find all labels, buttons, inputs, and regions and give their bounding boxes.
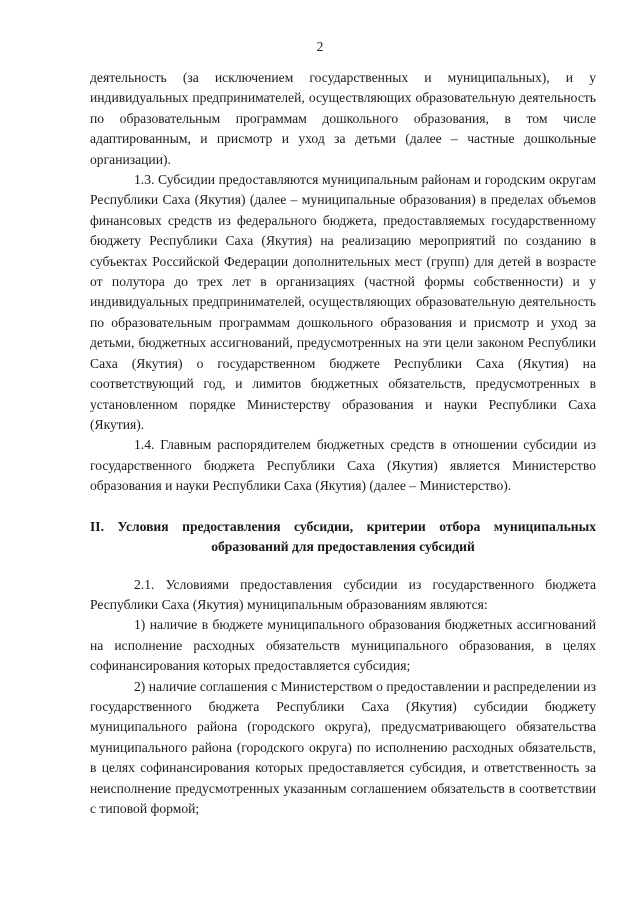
paragraph-1-4: 1.4. Главным распорядителем бюджетных средств в отношении субсидии из государственного бюджета Республики Саха (Якутия) является Министерство образования и науки Республики Саха (Якутия) (далее – Министерство).	[90, 437, 596, 494]
list-item-1: 1) наличие в бюджете муниципального образования бюджетных ассигнований на исполнение расходных обязательств муниципального образования, в целях софинансирования которых предоставляется субсидия;	[90, 617, 596, 674]
paragraph-1-3: 1.3. Субсидии предоставляются муниципальным районам и городским округам Республики Саха (Якутия) (далее – муниципальные образования) в пределах объемов финансовых средств из федерального бюджета, предоставляемых государственному бюджету Республики Саха (Якутия) на реализацию мероприятий по созданию в субъектах Российской Федерации дополнительных мест (групп) для детей в возрасте от полутора до трех лет в организациях (частной формы собственности) и у индивидуальных предпринимателей, осуществляющих образовательную деятельность по образовательным программам дошкольного образования и присмотр и уход за детьми, бюджетных ассигнований, предусмотренных на эти цели законом Республики Саха (Якутия) о государственном бюджете Республики Саха (Якутия) на соответствующий год, и лимитов бюджетных обязательств, предусмотренных в установленном порядке Министерству образования и науки Республики Саха (Якутия).	[90, 172, 596, 432]
section-heading-line-1: II. Условия предоставления субсидии, критерии отбора муниципальных	[90, 518, 596, 534]
page-number: 2	[316, 39, 324, 54]
paragraph-2-1: 2.1. Условиями предоставления субсидии из государственного бюджета Республики Саха (Якутия) муниципальным образованиям являются:	[90, 576, 596, 612]
list-item-2: 2) наличие соглашения с Министерством о предоставлении и распределении из государственного бюджета Республики Саха (Якутия) субсидии бюджету муниципального района (городского округа), предусматривающего обязательства муниципального района (городского округа) по исполнению расходных обязательств, в целях софинансирования которых предоставляется субсидия, и ответственность за неисполнение предусмотренных указанным соглашением обязательств в соответствии с типовой формой;	[90, 678, 596, 816]
section-heading-line-2: образований для предоставления субсидий	[211, 538, 475, 554]
document-body	[90, 68, 596, 819]
section-heading	[90, 517, 596, 557]
paragraph-continuation: деятельность (за исключением государственных и муниципальных), и у индивидуальных предпринимателей, осуществляющих образовательную деятельность по образовательным программам дошкольного образования, в том числе адаптированным, и присмотр и уход за детьми (далее – частные дошкольные организации).	[90, 70, 596, 167]
